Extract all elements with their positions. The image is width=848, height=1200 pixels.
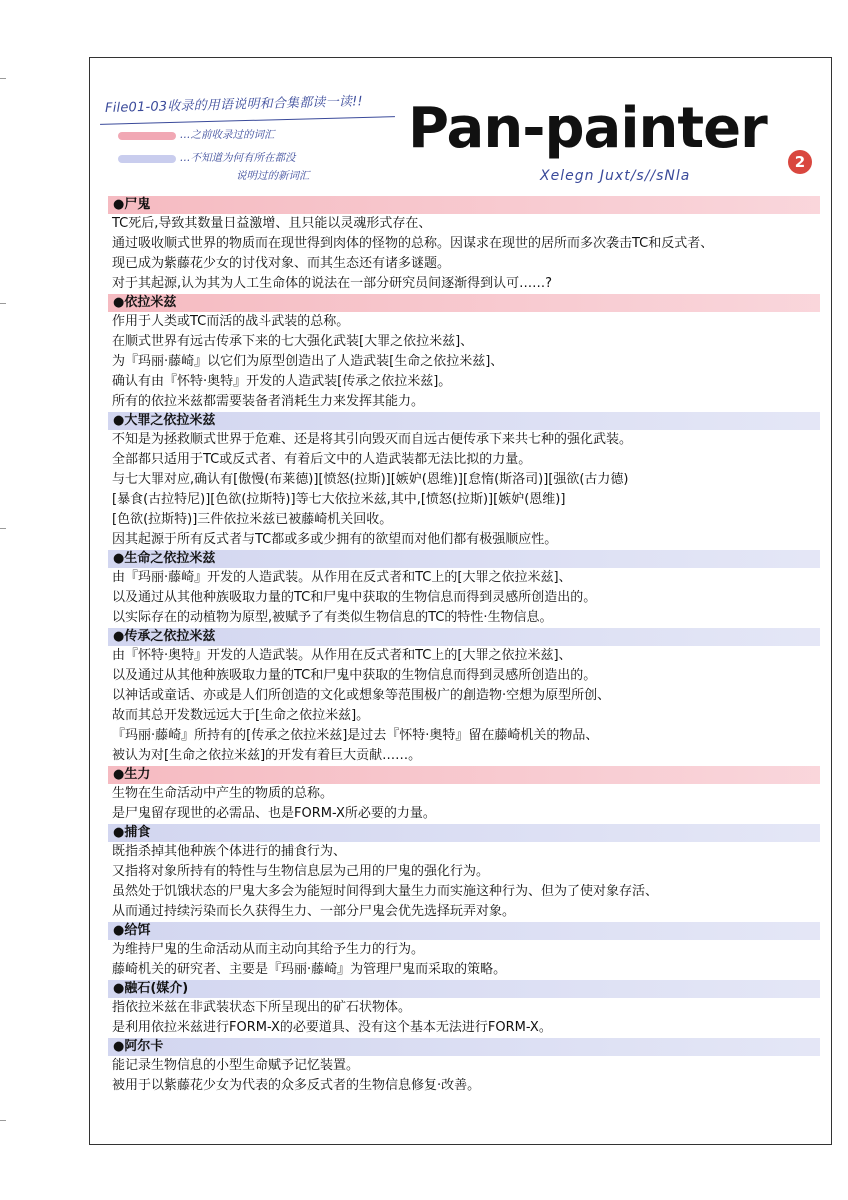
section-line: 是利用依拉米兹进行FORM-X的必要道具、没有这个基本无法进行FORM-X。 — [112, 1020, 552, 1035]
legend-text-new-cont: 说明过的新词汇 — [236, 170, 310, 182]
glossary-section — [108, 412, 820, 550]
section-line: 在顺式世界有远古传承下来的七大强化武装[大罪之依拉米兹]、 — [112, 334, 474, 349]
section-heading: ●依拉米兹 — [108, 294, 820, 312]
section-line: 以及通过从其他种族吸取力量的TC和尸鬼中获取的生物信息而得到灵感所创造出的。 — [112, 590, 597, 605]
section-line: 生物在生命活动中产生的物质的总称。 — [112, 786, 334, 801]
section-line: 为『玛丽·藤崎』以它们为原型创造出了人造武装[生命之依拉米兹]、 — [112, 354, 504, 369]
section-line: 能记录生物信息的小型生命赋予记忆装置。 — [112, 1058, 360, 1073]
section-heading: ●阿尔卡 — [108, 1038, 820, 1056]
glossary-section — [108, 824, 820, 922]
section-heading: ●捕食 — [108, 824, 820, 842]
section-line: 虽然处于饥饿状态的尸鬼大多会为能短时间得到大量生力而实施这种行为、但为了使对象存活、 — [112, 884, 659, 899]
section-heading: ●生力 — [108, 766, 820, 784]
section-line: 又指将对象所持有的特性与生物信息层为己用的尸鬼的强化行为。 — [112, 864, 490, 879]
margin-tick — [0, 528, 6, 529]
logo-subtitle: Xelegn Juxt/s//sNla — [540, 168, 691, 184]
glossary-section — [108, 922, 820, 980]
section-line: 全部都只适用于TC或反式者、有着后文中的人造武装都无法比拟的力量。 — [112, 452, 532, 467]
section-heading: ●融石(媒介) — [108, 980, 820, 998]
section-line: 被认为对[生命之依拉米兹]的开发有着巨大贡献……。 — [112, 748, 422, 763]
section-heading: ●传承之依拉米兹 — [108, 628, 820, 646]
section-line: 作用于人类或TC而活的战斗武装的总称。 — [112, 314, 350, 329]
handwritten-note-heading: File01-03收录的用语说明和合集都读一读!! — [104, 94, 364, 116]
legend-text-new: …不知道为何有所在都没 — [180, 152, 296, 164]
section-line: 与七大罪对应,确认有[傲慢(布莱德)][愤怒(拉斯)][嫉妒(恩维)][怠惰(斯洛司)][强欲(古力德) — [112, 472, 629, 487]
section-heading: ●给饵 — [108, 922, 820, 940]
legend-text-old: …之前收录过的词汇 — [180, 129, 275, 141]
margin-tick — [0, 1120, 6, 1121]
glossary-section — [108, 1038, 820, 1096]
volume-badge: 2 — [788, 150, 812, 174]
section-line: 通过吸收顺式世界的物质而在现世得到肉体的怪物的总称。因谋求在现世的居所而多次袭击TC和反式者、 — [112, 236, 714, 251]
section-line: 因其起源于所有反式者与TC都或多或少拥有的欲望而对他们都有极强顺应性。 — [112, 532, 558, 547]
section-line: 为维持尸鬼的生命活动从而主动向其给予生力的行为。 — [112, 942, 425, 957]
glossary-section — [108, 628, 820, 766]
section-line: 以实际存在的动植物为原型,被赋予了有类似生物信息的TC的特性·生物信息。 — [112, 610, 553, 625]
legend-swatch-old — [118, 132, 176, 140]
glossary-sections — [108, 196, 820, 1096]
logo-title: Pan-painter — [408, 96, 767, 161]
section-line: 藤崎机关的研究者、主要是『玛丽·藤崎』为管理尸鬼而采取的策略。 — [112, 962, 507, 977]
section-line: 从而通过持续污染而长久获得生力、一部分尸鬼会优先选择玩弄对象。 — [112, 904, 516, 919]
section-line: TC死后,导致其数量日益激增、且只能以灵魂形式存在、 — [112, 216, 432, 231]
section-line: 确认有由『怀特·奥特』开发的人造武装[传承之依拉米兹]。 — [112, 374, 452, 389]
section-line: [暴食(古拉特尼)][色欲(拉斯特)]等七大依拉米兹,其中,[愤怒(拉斯)][嫉妒(恩维)] — [112, 492, 566, 507]
section-line: 指依拉米兹在非武装状态下所呈现出的矿石状物体。 — [112, 1000, 412, 1015]
section-heading: ●尸鬼 — [108, 196, 820, 214]
section-heading: ●大罪之依拉米兹 — [108, 412, 820, 430]
section-line: 不知是为拯救顺式世界于危难、还是将其引向毁灭而自远古便传承下来共七种的强化武装。 — [112, 432, 633, 447]
glossary-section — [108, 550, 820, 628]
margin-tick — [0, 78, 6, 79]
section-line: [色欲(拉斯特)]三件依拉米兹已被藤崎机关回收。 — [112, 512, 393, 527]
section-line: 由『怀特·奥特』开发的人造武装。从作用在反式者和TC上的[大罪之依拉米兹]、 — [112, 648, 572, 663]
glossary-section — [108, 294, 820, 412]
glossary-section — [108, 766, 820, 824]
section-line: 对于其起源,认为其为人工生命体的说法在一部分研究员间逐渐得到认可……? — [112, 276, 553, 291]
glossary-section — [108, 196, 820, 294]
margin-tick — [0, 303, 6, 304]
section-line: 由『玛丽·藤崎』开发的人造武装。从作用在反式者和TC上的[大罪之依拉米兹]、 — [112, 570, 572, 585]
section-line: 所有的依拉米兹都需要装备者消耗生力来发挥其能力。 — [112, 394, 425, 409]
section-line: 以神话或童话、亦或是人们所创造的文化或想象等范围极广的創造物·空想为原型所创、 — [112, 688, 611, 703]
legend-swatch-new — [118, 155, 176, 163]
section-line: 以及通过从其他种族吸取力量的TC和尸鬼中获取的生物信息而得到灵感所创造出的。 — [112, 668, 597, 683]
section-line: 现已成为紫藤花少女的讨伐对象、而其生态还有诸多谜题。 — [112, 256, 451, 271]
section-line: 故而其总开发数远远大于[生命之依拉米兹]。 — [112, 708, 370, 723]
section-line: 被用于以紫藤花少女为代表的众多反式者的生物信息修复·改善。 — [112, 1078, 481, 1093]
section-line: 既指杀掉其他种族个体进行的捕食行为、 — [112, 844, 347, 859]
section-line: 是尸鬼留存现世的必需品、也是FORM-X所必要的力量。 — [112, 806, 436, 821]
section-heading: ●生命之依拉米兹 — [108, 550, 820, 568]
glossary-section — [108, 980, 820, 1038]
section-line: 『玛丽·藤崎』所持有的[传承之依拉米兹]是过去『怀特·奥特』留在藤崎机关的物品、 — [112, 728, 599, 743]
